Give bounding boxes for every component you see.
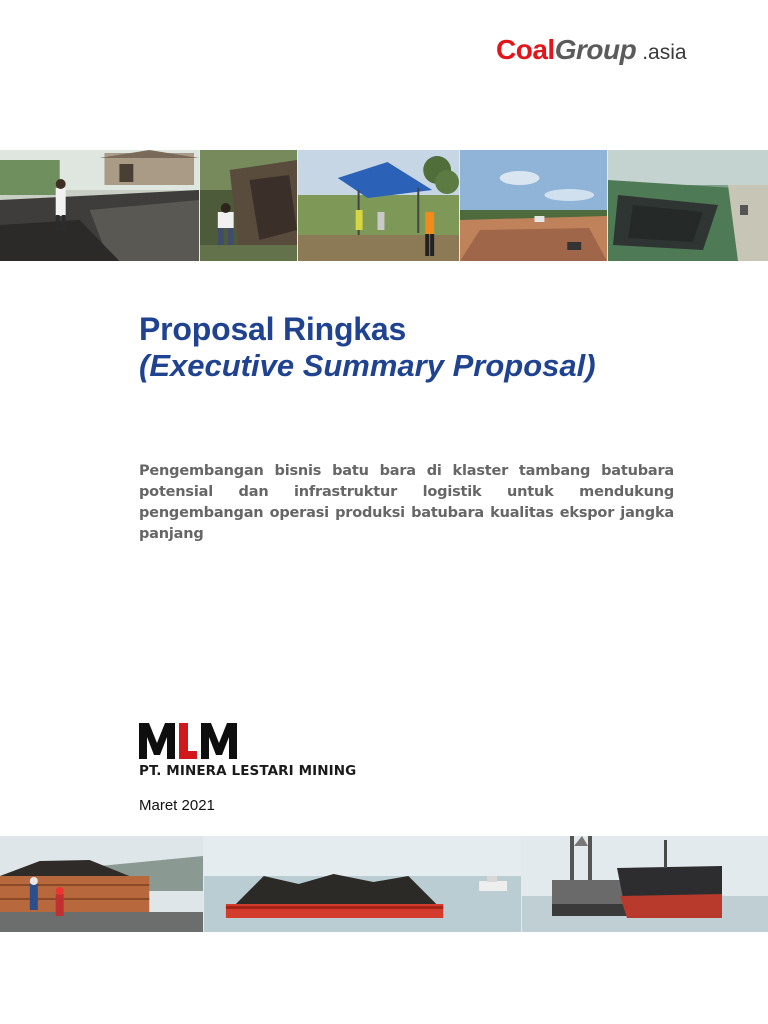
- logo-group-text: Group: [554, 34, 637, 65]
- mlm-logo-mark: [139, 723, 249, 759]
- document-title: Proposal Ringkas: [139, 311, 407, 347]
- company-name: PT. MINERA LESTARI MINING: [139, 763, 357, 779]
- survey-tent-photo: [298, 150, 460, 261]
- company-logo: [139, 723, 379, 783]
- top-photo-strip: [0, 150, 768, 261]
- aerial-mine-photo: [608, 150, 768, 261]
- document-summary: Pengembangan bisnis batu bara di klaster tambang batubara potensial dan infrastruktur logistik untuk mendukung pengembangan operasi produksi batubara kualitas ekspor jangka panjang: [139, 463, 674, 542]
- document-subtitle: (Executive Summary Proposal): [139, 348, 596, 383]
- logo-coal-text: Coal: [496, 34, 555, 65]
- logo-asia-text: .asia: [642, 41, 687, 64]
- field-sampling-photo: [200, 150, 298, 261]
- coal-barge-sea-photo: [204, 836, 522, 932]
- bottom-photo-strip: [0, 836, 768, 932]
- coal-outcrop-photo: [0, 150, 200, 261]
- coalgroup-logo: [496, 34, 687, 74]
- coal-barge-dock-photo: [0, 836, 204, 932]
- document-date: Maret 2021: [139, 797, 215, 814]
- mine-pit-photo: [460, 150, 608, 261]
- floating-crane-vessel-photo: [522, 836, 768, 932]
